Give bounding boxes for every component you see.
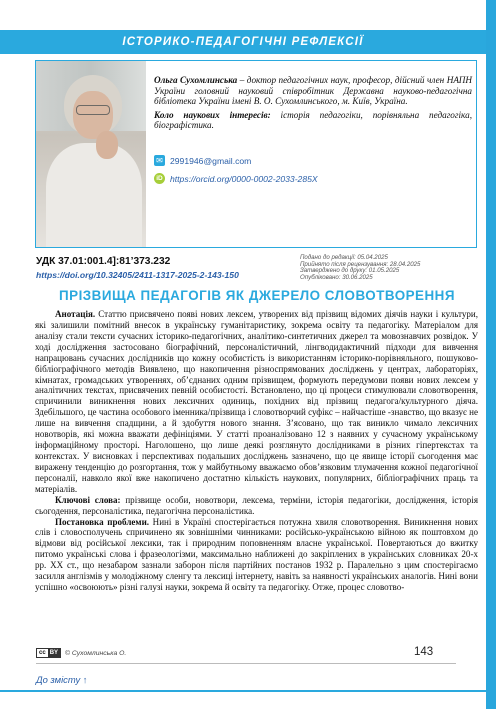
problem-text: Нині в Україні спостерігається потужна хвиля словотворення. Виникнення нових слів і словосполучень спричинено як зовнішніми чинниками: російсько-українською війною як поштовхом до відмови від російської лексики, так і природним поповненням власне української. Повертаються до вжитку питомо українські слова і фразеологізми, максимально наближені до закріплених в українських словниках 20-х рр. ХХ ст., що незабаром зазнали заборон після партійних постанов 1932 р. Паралельно з цим спостерігаємо засилля англізмів у молодіжному сленгу та лексиці інтернету, навіть за наявності українських аналогів. Нині вони успішно «освоюють» різні галузі науки, зокрема й освіту та педагогіку. Отже, процес словотво- (35, 516, 478, 593)
footer-divider (36, 663, 456, 664)
orcid-icon: iD (154, 173, 165, 184)
doi-link[interactable]: https://doi.org/10.32405/2411-1317-2025-2-143-150 (36, 270, 239, 280)
section-header-band (0, 30, 486, 54)
keywords-paragraph (35, 495, 478, 517)
author-email[interactable] (154, 155, 251, 166)
page-edge-rail (486, 0, 496, 709)
abstract-text: Статтю присвячено появі нових лексем, утворених від прізвищ відомих діячів науки і культури, які залишили помітний внесок в українську гуманітаристику, зокрема освіту та педагогіку. Матеріалом для аналізу стали тексти сучасних історико-педагогічних, аналітико-синтетичних джерел та мовознавчих розвідок. У ході дослідження застосовано біографічний, персоналістичний, лінгводидактичний підходи для вивчення напрацювань сучасних дослідників що кожну особистість із використанням історико-порівняльного, пошуково-бібліографічного методів Виявлено, що накопичення різноспрямованих досліджень у центрах, лабораторіях, кімнатах, громадських утвореннях, об’єднаних одним прізвищем, формують передумови появи нових лексем у аналітичних текстах, присвячених певній особистості. Встановлено, що ці процеси стимулювали словотворення, спричинили виникнення нових лексичних одиниць, похідних від прізвищ педагога/культурного діяча. Здебільшого, це частина особового іменника/прізвища і словотворчий суфікс – найчастіше -знавство, що вказує не лише на вивчення спадщини, а й здобуття нового знання. З’ясовано, що так виникло чимало лексичних новотворів, які можна вважати дефініціями. У статті проаналізовано 12 з наявних у сучасному українському інформаційному просторі. Наголошено, що лише деякі розглянуто дослідниками в різних гіпертекстах та контекстах. У висновках і перспективах подальших досліджень зазначено, що це явище історії сьогодення має виражену тенденцію до розгортання, тож у майбутньому вважаємо обов’язковим тлумачення кожної педагогічної персоналії, навколо якої вже накопичено достатню кількість наукових, популярних, бібліографічних праць та матеріалів. (35, 309, 478, 494)
article-title: ПРІЗВИЩА ПЕДАГОГІВ ЯК ДЖЕРЕЛО СЛОВОТВОРЕННЯ (59, 288, 455, 303)
udc-code: УДК 37.01:001.4]:81’373.232 (36, 256, 171, 267)
author-orcid[interactable] (154, 173, 318, 184)
page-number: 143 (414, 646, 434, 658)
email-link[interactable]: 2991946@gmail.com (170, 155, 252, 166)
contents-link[interactable]: До змісту ↑ (36, 674, 88, 685)
abstract-paragraph (35, 309, 478, 495)
author-info (154, 75, 472, 131)
orcid-link[interactable]: https://orcid.org/0000-0002-2033-285X (170, 173, 318, 184)
problem-label: Постановка проблеми. (55, 516, 150, 527)
submission-dates (300, 255, 480, 281)
cc-by-icon: cc BY (36, 648, 61, 658)
license-block (36, 648, 126, 658)
date-published: Опубліковано: 30.06.2025 (300, 273, 373, 281)
author-name: Ольга Сухомлинська (154, 75, 238, 85)
interests-label: Коло наукових інтересів: (154, 109, 271, 120)
copyright-text: © Сухомлинська О. (65, 649, 127, 657)
keywords-text: прізвище особи, новотвори, лексема, терміни, історія педагогіки, дослідження, історія сьогодення, персоналістика, педагогічна персоналістика. (35, 494, 478, 516)
author-card (35, 60, 477, 248)
author-photo (36, 61, 146, 247)
author-bio: – доктор педагогічних наук, професор, дійсний член НАПН України головний науковий співробітник Державна науково-педагогічна бібліотека України імені В. О. Сухомлинського, м. Київ, Україна. (154, 75, 472, 107)
abstract-label: Анотація. (55, 309, 96, 319)
article-body (35, 309, 478, 593)
section-title: ІСТОРИКО-ПЕДАГОГІЧНІ РЕФЛЕКСІЇ (122, 36, 364, 48)
date-reviewed: Прийнято після рецензування: 28.04.2025 (300, 260, 421, 268)
date-submitted: Подано до редакції: 05.04.2025 (300, 254, 388, 261)
bottom-band (0, 690, 486, 692)
keywords-label: Ключові слова: (55, 494, 121, 505)
mail-icon: ✉ (154, 155, 165, 166)
date-approved: Затверджено до друку: 01.05.2025 (300, 267, 400, 275)
author-interests: історія педагогіки, порівняльна педагогіка, біографістика. (154, 109, 472, 131)
problem-paragraph (35, 517, 478, 593)
